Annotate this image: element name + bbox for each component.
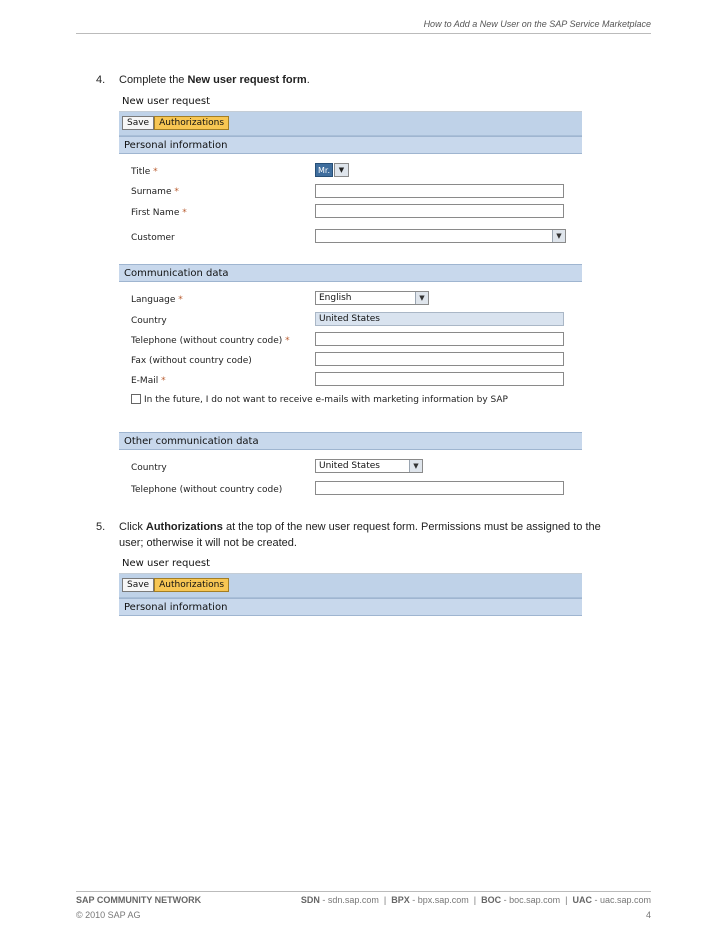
- page-header-title: How to Add a New User on the SAP Service Marketplace: [423, 19, 651, 29]
- chevron-down-icon[interactable]: ▼: [552, 230, 565, 242]
- required-mark: *: [182, 208, 187, 218]
- title-label: [131, 167, 158, 177]
- marketing-optout-checkbox[interactable]: [131, 394, 141, 404]
- section-other-communication-data: Other communication data: [119, 432, 582, 450]
- section-communication-data: Communication data: [119, 264, 582, 282]
- chevron-down-icon[interactable]: ▼: [334, 163, 349, 177]
- footer-link-name: SDN: [300, 895, 320, 905]
- first-name-input[interactable]: [315, 204, 564, 218]
- telephone-label: [131, 336, 290, 346]
- required-mark: *: [285, 336, 290, 346]
- footer-link-url[interactable]: bpx.sap.com: [417, 895, 469, 905]
- customer-select[interactable]: [315, 229, 566, 243]
- form-title: New user request: [119, 554, 582, 574]
- other-country-label: Country: [131, 463, 167, 473]
- email-label: [131, 376, 166, 386]
- spacer: [119, 425, 582, 432]
- step-text-pre: Complete the: [119, 74, 188, 86]
- step-number: 4.: [96, 74, 106, 86]
- other-country-select-value: United States: [319, 461, 380, 471]
- other-country-select[interactable]: [315, 459, 423, 473]
- title-select-value: Mr.: [315, 163, 333, 177]
- marketing-optout-label: In the future, I do not want to receive e-mails with marketing information by SAP: [144, 395, 508, 405]
- step-text-line2: user; otherwise it will not be created.: [119, 537, 297, 549]
- form-toolbar: [119, 574, 582, 598]
- email-input[interactable]: [315, 372, 564, 386]
- authorizations-button[interactable]: Authorizations: [154, 116, 229, 130]
- language-select-value: English: [319, 293, 352, 303]
- title-select[interactable]: [315, 163, 351, 177]
- footer-link-url[interactable]: sdn.sap.com: [327, 895, 379, 905]
- step-text-bold: Authorizations: [145, 521, 223, 533]
- footer-divider: [76, 891, 651, 892]
- footer-link-name: BOC: [481, 895, 502, 905]
- fax-label: Fax (without country code): [131, 356, 252, 366]
- required-mark: *: [153, 167, 158, 177]
- other-communication-data-body: [119, 450, 582, 505]
- first-name-label-text: First Name: [131, 208, 180, 218]
- telephone-input[interactable]: [315, 332, 564, 346]
- save-button[interactable]: Save: [122, 116, 154, 130]
- country-readonly-field: United States: [315, 312, 564, 326]
- surname-input[interactable]: [315, 184, 564, 198]
- footer-network: SAP COMMUNITY NETWORK: [76, 895, 202, 905]
- fax-input[interactable]: [315, 352, 564, 366]
- surname-label-text: Surname: [131, 187, 172, 197]
- footer-link-url[interactable]: boc.sap.com: [509, 895, 561, 905]
- title-label-text: Title: [131, 167, 151, 177]
- step-text-post: .: [306, 74, 310, 86]
- customer-label: Customer: [131, 233, 175, 243]
- step-text-post: at the top of the new user request form. Permissions must be assigned to the: [222, 521, 601, 533]
- surname-label: [131, 187, 179, 197]
- telephone-label-text: Telephone (without country code): [131, 336, 283, 346]
- other-telephone-label: Telephone (without country code): [131, 485, 283, 495]
- step-5: [96, 519, 656, 551]
- chevron-down-icon[interactable]: ▼: [415, 292, 428, 304]
- footer-link-url[interactable]: uac.sap.com: [599, 895, 651, 905]
- email-label-text: E-Mail: [131, 376, 159, 386]
- first-name-label: [131, 208, 187, 218]
- section-personal-information: Personal information: [119, 598, 582, 616]
- language-select[interactable]: [315, 291, 429, 305]
- chevron-down-icon[interactable]: ▼: [409, 460, 422, 472]
- footer-site-links: SDN - sdn.sap.com | BPX - bpx.sap.com | BOC - boc.sap.com | UAC - uac.sap.com: [300, 895, 651, 905]
- communication-data-body: [119, 282, 582, 432]
- new-user-request-form: [119, 92, 582, 505]
- footer-copyright-row: [76, 910, 651, 920]
- step-text: [119, 72, 310, 88]
- save-button[interactable]: Save: [122, 578, 154, 592]
- new-user-request-form-authorizations: [119, 554, 582, 616]
- page-number: 4: [645, 910, 651, 920]
- step-4: [96, 72, 656, 88]
- step-text-bold: New user request form: [187, 74, 307, 86]
- section-personal-information: Personal information: [119, 136, 582, 154]
- personal-information-body: [119, 154, 582, 264]
- required-mark: *: [161, 376, 166, 386]
- step-text-pre: Click: [119, 521, 146, 533]
- country-label: Country: [131, 316, 167, 326]
- header-divider: [76, 33, 651, 34]
- step-number: 5.: [96, 521, 106, 533]
- footer-link-name: UAC: [572, 895, 592, 905]
- form-title: New user request: [119, 92, 582, 112]
- required-mark: *: [174, 187, 179, 197]
- other-telephone-input[interactable]: [315, 481, 564, 495]
- copyright: © 2010 SAP AG: [76, 910, 141, 920]
- language-label-text: Language: [131, 295, 176, 305]
- language-label: [131, 295, 183, 305]
- form-toolbar: [119, 112, 582, 136]
- required-mark: *: [178, 295, 183, 305]
- footer-link-name: BPX: [391, 895, 410, 905]
- step-text: [119, 519, 651, 551]
- authorizations-button[interactable]: Authorizations: [154, 578, 229, 592]
